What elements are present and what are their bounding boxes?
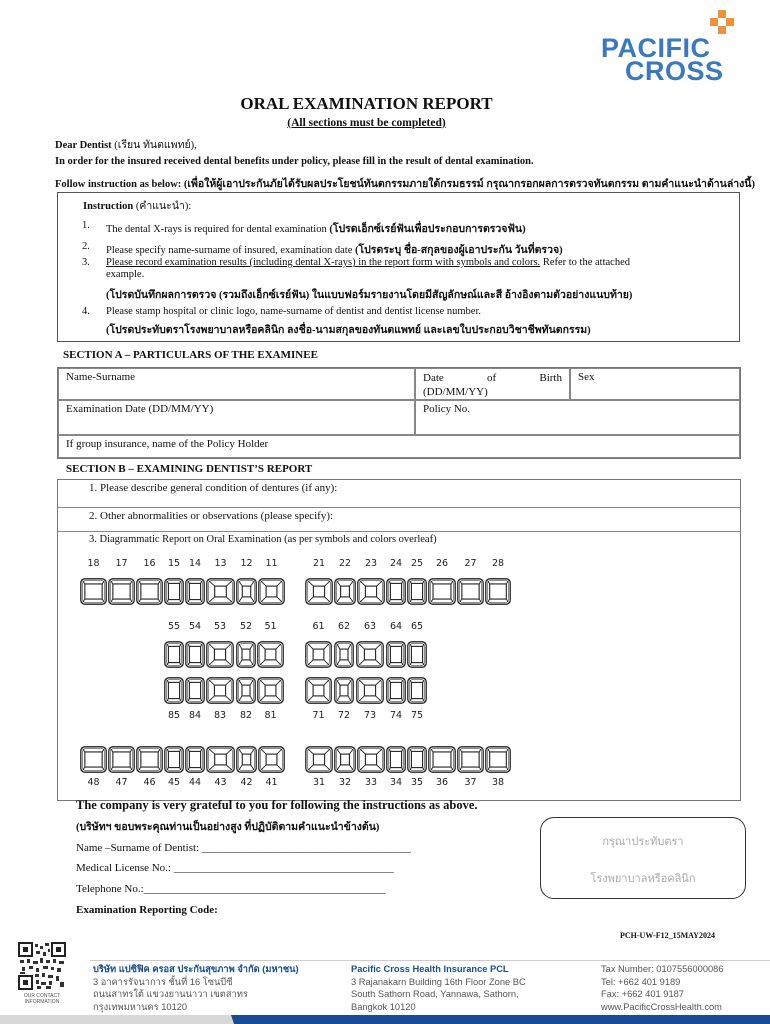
tooth-number-label: 14 [189,558,202,569]
tooth-18[interactable] [80,578,107,605]
tooth-35[interactable] [407,746,427,773]
tooth-65[interactable] [407,641,427,668]
tooth-number-label: 73 [364,710,377,721]
tooth-number-label: 64 [390,621,403,632]
tooth-17[interactable] [108,578,135,605]
name-surname-label: Name-Surname [66,371,136,383]
tooth-diagram-icon [407,746,427,773]
tooth-12[interactable] [236,578,257,605]
thanks-message-thai: (บริษัทฯ ขอบพระคุณท่านเป็นอย่างสูง ที่ปฏิบัติตามคำแนะนำข้างต้น) [76,822,380,833]
tooth-diagram-icon [206,641,234,668]
tooth-diagram-icon [80,578,107,605]
tooth-diagram-icon [108,746,135,773]
tooth-number-label: 47 [115,777,128,788]
license-field[interactable]: Medical License No.: ________________________________________ [76,862,394,874]
dentist-name-field[interactable]: Name –Surname of Dentist: ______________________________________ [76,842,411,854]
tooth-diagram-icon [236,578,257,605]
tooth-diagram-icon [206,677,234,704]
page-subtitle: (All sections must be completed) [287,117,446,129]
tooth-48[interactable] [80,746,107,773]
instruction-num-4: 4. [82,306,90,317]
tooth-number-label: 21 [313,558,326,569]
tooth-number-label: 41 [265,777,278,788]
tooth-number-label: 82 [240,710,253,721]
tooth-diagram-icon [407,641,427,668]
tooth-number-label: 51 [264,621,277,632]
tooth-diagram-icon [407,578,427,605]
tooth-diagram-icon [164,746,184,773]
tooth-42[interactable] [236,746,257,773]
tooth-26[interactable] [428,578,456,605]
footer-thai-addr-2: ถนนสาทรใต้ แขวงยานนาวา เขตสาทร [93,989,248,999]
tooth-number-label: 61 [312,621,325,632]
tooth-34[interactable] [386,746,406,773]
instruction-num-3: 3. [82,257,90,268]
instruction-num-2: 2. [82,241,90,252]
tooth-11[interactable] [258,578,285,605]
instruction-3-en-rest: Refer to the attached [540,257,630,268]
tooth-diagram-icon [305,641,332,668]
stamp-box[interactable] [540,817,746,899]
tooth-55[interactable] [164,641,184,668]
tooth-diagram-icon [407,677,427,704]
tooth-14[interactable] [185,578,205,605]
tooth-diagram-icon [356,641,384,668]
tooth-number-label: 75 [411,710,424,721]
exam-date-label: Examination Date (DD/MM/YY) [66,403,214,415]
footer-thai-company: บริษัท แปซิฟิค ครอส ประกันสุขภาพ จำกัด (มหาชน) [93,964,299,974]
tooth-number-label: 23 [365,558,378,569]
tooth-number-label: 74 [390,710,403,721]
section-b-title: SECTION B – EXAMINING DENTIST’S REPORT [66,463,313,475]
tooth-diagram-icon [206,578,235,605]
tooth-diagram-icon [428,746,456,773]
tooth-number-label: 46 [143,777,156,788]
tooth-number-label: 35 [411,777,424,788]
tooth-diagram-icon [258,578,285,605]
tooth-36[interactable] [428,746,456,773]
intro-line-3: Follow instruction as below: (เพื่อให้ผู้เอาประกันภัยได้รับผลประโยชน์ทันตกรรมภายใต้กรมธรรม์ กรุณากรอกผลการตรวจทันตกรรม ตามคำแนะนำด้านล่างนี้) [55,179,755,190]
greeting-th: (เรียน ทันตแพทย์), [111,140,197,151]
tooth-diagram-icon [258,746,285,773]
tooth-83[interactable] [206,677,234,704]
tooth-37[interactable] [457,746,484,773]
footer-tax: Tax Number: 0107556000086 [601,964,724,974]
tooth-number-label: 53 [214,621,227,632]
logo-text-line1: PACIFIC [601,33,711,63]
tooth-diagram-icon [185,746,205,773]
tooth-diagram-icon [185,677,205,704]
footer-website-link[interactable]: www.PacificCrossHealth.com [601,1001,722,1012]
section-a-table [57,367,741,459]
tooth-number-label: 15 [168,558,181,569]
policy-holder-label: If group insurance, name of the Policy Holder [66,438,269,450]
instruction-3-line2: example. [106,269,145,280]
tooth-number-label: 43 [214,777,227,788]
instruction-2-en: Please specify name-surname of insured, examination date [106,245,355,256]
instruction-1-th: (โปรดเอ็กซ์เรย์ฟันเพื่อประกอบการตรวจฟัน) [329,224,526,235]
tooth-diagram-icon [164,578,184,605]
tooth-27[interactable] [457,578,484,605]
tooth-diagram-icon [386,677,406,704]
tooth-number-label: 83 [214,710,227,721]
tooth-diagram-icon [236,677,256,704]
tooth-22[interactable] [334,578,356,605]
telephone-field[interactable]: Telephone No.:____________________________________________ [76,883,386,895]
tooth-diagram-icon [457,578,484,605]
tooth-number-label: 63 [364,621,377,632]
tooth-72[interactable] [334,677,354,704]
form-code: PCH-UW-F12_15MAY2024 [620,931,715,940]
tooth-63[interactable] [356,641,384,668]
divider [57,531,741,532]
tooth-number-label: 25 [411,558,424,569]
tooth-number-label: 13 [214,558,227,569]
question-diagram: 3. Diagrammatic Report on Oral Examination (as per symbols and colors overleaf) [89,534,437,545]
tooth-28[interactable] [485,578,511,605]
tooth-62[interactable] [334,641,354,668]
dob-field[interactable] [415,368,570,400]
tooth-38[interactable] [485,746,511,773]
tooth-diagram-icon [357,746,385,773]
tooth-45[interactable] [164,746,184,773]
tooth-number-label: 37 [464,777,477,788]
tooth-number-label: 38 [492,777,505,788]
tooth-diagram-icon [356,677,384,704]
tooth-51[interactable] [257,641,284,668]
dob-format: (DD/MM/YY) [423,386,488,398]
tooth-diagram-icon [136,746,163,773]
tooth-81[interactable] [257,677,284,704]
tooth-diagram-icon [236,746,257,773]
tooth-33[interactable] [357,746,385,773]
tooth-54[interactable] [185,641,205,668]
footer-thai-address [93,963,299,1013]
tooth-diagram-icon [164,677,184,704]
tooth-number-label: 44 [189,777,202,788]
instruction-1-en: The dental X-rays is required for dental examination [106,224,330,235]
tooth-43[interactable] [206,746,235,773]
footer-en-company: Pacific Cross Health Insurance PCL [351,964,509,974]
tooth-number-label: 34 [390,777,403,788]
instruction-heading-th: (คำแนะนำ): [133,201,192,212]
tooth-number-label: 12 [240,558,253,569]
thanks-message: The company is very grateful to you for following the instructions as above. [76,798,478,812]
tooth-diagram-icon [185,578,205,605]
tooth-number-label: 32 [339,777,352,788]
sex-field[interactable] [570,368,740,400]
tooth-diagram-icon [357,578,385,605]
tooth-15[interactable] [164,578,184,605]
tooth-number-label: 52 [240,621,253,632]
instruction-3 [106,257,630,268]
tooth-number-label: 28 [492,558,505,569]
tooth-82[interactable] [236,677,256,704]
tooth-47[interactable] [108,746,135,773]
tooth-number-label: 16 [143,558,156,569]
question-dentures[interactable]: 1. Please describe general condition of dentures (if any): [89,482,338,494]
tooth-diagram-icon [428,578,456,605]
tooth-number-label: 84 [189,710,202,721]
pacific-cross-logo [598,8,743,86]
instruction-heading [83,197,191,214]
footer-en-addr-1: 3 Rajanakarn Building 16th Floor Zone BC [351,976,526,987]
instruction-2 [106,241,563,258]
tooth-75[interactable] [407,677,427,704]
tooth-diagram-icon [334,578,356,605]
tooth-diagram-icon [257,641,284,668]
footer-contact [601,963,724,1013]
tooth-diagram-icon [485,578,511,605]
instruction-3-en-underlined: Please record examination results (including dental X-rays) in the report form with symbols and colors. [106,257,541,268]
instruction-3-th: (โปรดบันทึกผลการตรวจ (รวมถึงเอ็กซ์เรย์ฟัน) ในแบบฟอร์มรายงานโดยมีสัญลักษณ์และสี อ้างอิงตามตัวอย่างแนบท้าย) [106,290,633,301]
instruction-1 [106,220,526,237]
tooth-32[interactable] [334,746,356,773]
tooth-diagram-icon [236,641,256,668]
tooth-61[interactable] [305,641,332,668]
qr-code-icon[interactable] [18,942,66,990]
instruction-4-en: Please stamp hospital or clinic logo, name-surname of dentist and dentist license number. [106,306,481,317]
tooth-number-label: 17 [115,558,128,569]
tooth-number-label: 45 [168,777,181,788]
stamp-text-2: โรงพยาบาลหรือคลินิก [590,873,696,885]
intro-line-2: In order for the insured received dental benefits under policy, please fill in the result of dental examination. [55,156,534,167]
reporting-code-label: Examination Reporting Code: [76,904,218,916]
tooth-21[interactable] [305,578,333,605]
tooth-number-label: 33 [365,777,378,788]
tooth-diagram-icon [334,677,354,704]
exam-date-field[interactable] [58,400,415,435]
tooth-85[interactable] [164,677,184,704]
tooth-number-label: 26 [436,558,449,569]
tooth-number-label: 54 [189,621,202,632]
footer-en-address [351,963,526,1013]
policy-no-label: Policy No. [423,403,471,415]
footer-en-addr-2: South Sathorn Road, Yannawa, Sathorn, [351,989,519,999]
tooth-diagram-icon [386,746,406,773]
greeting [55,136,197,153]
tooth-number-label: 55 [168,621,181,632]
tooth-52[interactable] [236,641,256,668]
logo-text-line2: CROSS [625,56,724,86]
tooth-number-label: 22 [339,558,352,569]
tooth-number-label: 11 [265,558,278,569]
tooth-diagram-icon [136,578,163,605]
tooth-diagram-icon [206,746,235,773]
footer-thai-addr-1: 3 อาคารรัจนาการ ชั้นที่ 16 โซนบีซี [93,976,233,987]
cross-icon [710,10,734,34]
tooth-diagram-icon [108,578,135,605]
tooth-diagram-icon [386,641,406,668]
tooth-diagram-icon [386,578,406,605]
policy-holder-field[interactable] [58,435,740,458]
tooth-diagram-icon [257,677,284,704]
tooth-diagram-icon [305,746,333,773]
tooth-diagram-icon [457,746,484,773]
greeting-en: Dear Dentist [55,140,112,151]
tooth-25[interactable] [407,578,427,605]
tooth-64[interactable] [386,641,406,668]
tooth-number-label: 36 [436,777,449,788]
tooth-diagram-icon [485,746,511,773]
footer-divider [90,960,770,961]
tooth-number-label: 65 [411,621,424,632]
tooth-number-label: 81 [264,710,277,721]
tooth-13[interactable] [206,578,235,605]
tooth-44[interactable] [185,746,205,773]
tooth-diagram-icon [305,677,332,704]
dob-label: Date of Birth [423,372,562,384]
tooth-number-label: 27 [464,558,477,569]
policy-no-field[interactable] [415,400,740,435]
tooth-74[interactable] [386,677,406,704]
section-a-title: SECTION A – PARTICULARS OF THE EXAMINEE [63,349,318,361]
qr-caption: OUR CONTACT INFORMATION [23,993,61,1005]
tooth-number-label: 18 [87,558,100,569]
tooth-number-label: 85 [168,710,181,721]
tooth-84[interactable] [185,677,205,704]
tooth-53[interactable] [206,641,234,668]
tooth-number-label: 62 [338,621,351,632]
tooth-diagram-icon [334,641,354,668]
instruction-2-th: (โปรดระบุ ชื่อ-สกุลของผู้เอาประกัน วันที่ตรวจ) [355,245,563,256]
tooth-number-label: 24 [390,558,403,569]
footer-fax: Fax: +662 401 9187 [601,989,684,999]
instruction-num-1: 1. [82,220,90,231]
tooth-71[interactable] [305,677,332,704]
instruction-4-th: (โปรดประทับตราโรงพยาบาลหรือคลินิก ลงชื่อ-นามสกุลของทันตแพทย์ และเลขใบประกอบวิชาชีพทันตกรรม) [106,325,591,336]
tooth-24[interactable] [386,578,406,605]
question-abnormalities[interactable]: 2. Other abnormalities or observations (please specify): [89,510,334,522]
footer-thai-addr-3: กรุงเทพมหานคร 10120 [93,1001,188,1012]
tooth-diagram-icon [334,746,356,773]
footer-en-addr-3: Bangkok 10120 [351,1001,416,1012]
tooth-number-label: 71 [312,710,325,721]
tooth-diagram-icon [80,746,107,773]
instruction-heading-en: Instruction [83,201,134,212]
tooth-number-label: 42 [240,777,253,788]
tooth-diagram-icon [185,641,205,668]
tooth-diagram-icon [164,641,184,668]
footer-bar-blue [228,1015,770,1024]
tooth-diagram-icon [305,578,333,605]
divider [57,507,741,508]
tooth-41[interactable] [258,746,285,773]
footer-tel[interactable]: Tel: +662 401 9189 [601,976,681,987]
sex-label: Sex [578,371,595,383]
tooth-46[interactable] [136,746,163,773]
tooth-23[interactable] [357,578,385,605]
tooth-number-label: 31 [313,777,326,788]
tooth-number-label: 48 [87,777,100,788]
tooth-number-label: 72 [338,710,351,721]
name-surname-field[interactable] [58,368,415,400]
tooth-16[interactable] [136,578,163,605]
page-title: ORAL EXAMINATION REPORT [240,94,493,113]
tooth-31[interactable] [305,746,333,773]
tooth-73[interactable] [356,677,384,704]
stamp-text-1: กรุณาประทับตรา [602,836,684,848]
